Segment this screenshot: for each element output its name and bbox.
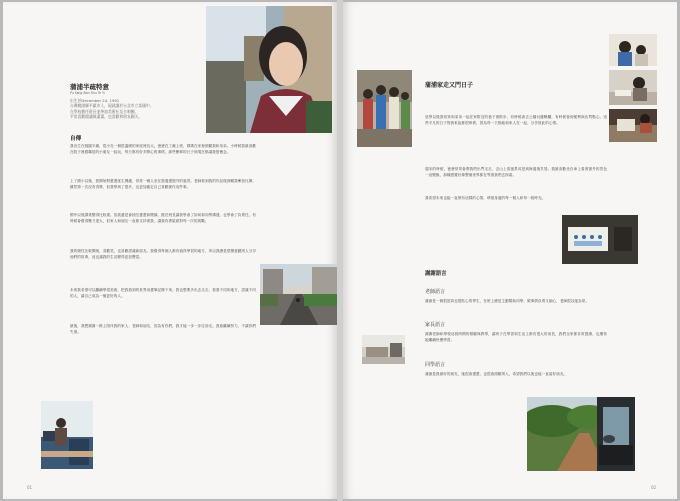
subsection-heading: 家長語言 xyxy=(425,322,446,328)
body-paragraph: 週末的時候，爸爸常常會帶我們出門走走，去山上看風景或是到海邊撿貝殼。我最喜歡坐在車上看著窗外的景色一直變換，那種感覺好像整個世界都在等著我們去探索。 xyxy=(425,167,607,177)
reading-photo xyxy=(609,70,657,105)
drawing-photo xyxy=(562,215,638,264)
subsection-heading: 同學語言 xyxy=(425,362,446,368)
right-page xyxy=(343,2,677,499)
page-number: 02 xyxy=(651,485,657,490)
room-photo xyxy=(362,335,405,364)
body-paragraph: 最後，我想謝謝一路上陪伴我的家人、老師和朋友，因為有你們，我才能一步一步往前走。我會繼續努力，不讓你們失望。 xyxy=(70,324,256,334)
meta-line: 台灣桃園縣平鎮市人，現就讀於台北市立某國中， xyxy=(70,103,154,109)
car-window-photo xyxy=(527,397,635,471)
body-paragraph: 我的個性比較開朗，喜歡笑，也喜歡認識新朋友。我覺得每個人都有值得學習的地方，所以我總是很樂意聽別人分享他們的故事，這也讓我的生活變得更加豐富。 xyxy=(70,249,256,259)
profile-meta xyxy=(70,98,200,120)
body-paragraph: 國中以後課業變得比較重，但我還是會抽空畫畫和閱讀。擔任班長讓我學會了如何和同學溝通，也學會了負責任。有時候會覺得壓力很大，但家人和朋友一直都支持著我，讓我有勇氣面對每一次的挑戰。 xyxy=(70,213,256,223)
kid-photo xyxy=(41,401,93,469)
desk-photo xyxy=(609,109,657,142)
thanks-heading: 謝謝語言 xyxy=(425,271,447,277)
subsection-heading: 老師語言 xyxy=(425,289,446,295)
body-paragraph: 我希望未來也能一直保有這樣的心情，珍惜身邊的每一個人和每一段時光。 xyxy=(425,196,546,200)
body-paragraph: 未來我希望可以繼續學習美術，把我看到的世界用畫筆記錄下來。我也想要多出去走走，看看不同的地方，認識不同的人，讓自己成為一個更好的人。 xyxy=(70,288,256,298)
group-photo xyxy=(357,70,412,147)
body-paragraph: 我出生在桃園平鎮，從小在一個很溫暖的家庭裡長大。爸爸在工廠上班，媽媽在家裡照顧我和弟弟。小時候我最喜歡在院子裡跟鄰居的小朋友一起玩，每天都有好多開心的事情，那些簡單的日子到現在都讓我很懷念。 xyxy=(70,144,256,154)
meta-line: 出生於December 24, 1991 xyxy=(70,98,120,103)
left-page xyxy=(3,2,337,499)
subsection-text: 蒲浦是我最好的朋友，她很會畫畫，也很會照顧別人，希望我們以後也能一直當好朋友。 xyxy=(425,372,568,376)
portrait-photo xyxy=(206,6,332,133)
section-heading: 自傳 xyxy=(70,136,82,142)
body-paragraph: 上了國小以後，我開始對畫畫產生興趣，常常一個人坐在窗邊畫窗外的風景。老師看到我的作品後鼓勵我參加比賽，雖然第一次沒有得獎，但我學到了很多，也更加確定自己喜歡創作這件事。 xyxy=(70,179,256,189)
body-paragraph: 放學以後我常常和弟弟一起在家附近的巷子裡散步，有時候會去公園玩盪鞦韆，有時候會到便利商店買點心。這些平凡的日子對我來說都很珍貴，因為每一天都能和家人在一起，分享彼此的心情。 xyxy=(425,115,607,125)
subsection-text: 蒲浦是一個很認真也很貼心的學生，在班上總是主動幫助同學，做事情負責又細心，老師很以她為榮。 xyxy=(425,299,589,303)
section-title: 蒲浦家走又門日子 xyxy=(425,82,474,89)
meta-line: 在學校擔任班長並參加美術社及合唱團， xyxy=(70,108,139,114)
meta-line: 平常喜歡閱讀與畫畫，也喜歡和朋友聊天。 xyxy=(70,114,143,120)
family-photo xyxy=(609,34,657,66)
profile-subtitle: Pu Fang Ban Shu Te Yi xyxy=(70,91,105,95)
subsection-text: 謝謝老師和學校這段時間的照顧與教導，讓孩子在學習和生活上都有很大的成長，我們全家都非常感謝，也期待她繼續快樂學習。 xyxy=(425,332,607,342)
profile-title: 蒲浦半疏特意 xyxy=(70,83,109,91)
page-number: 01 xyxy=(27,485,33,490)
street-photo xyxy=(260,264,337,325)
